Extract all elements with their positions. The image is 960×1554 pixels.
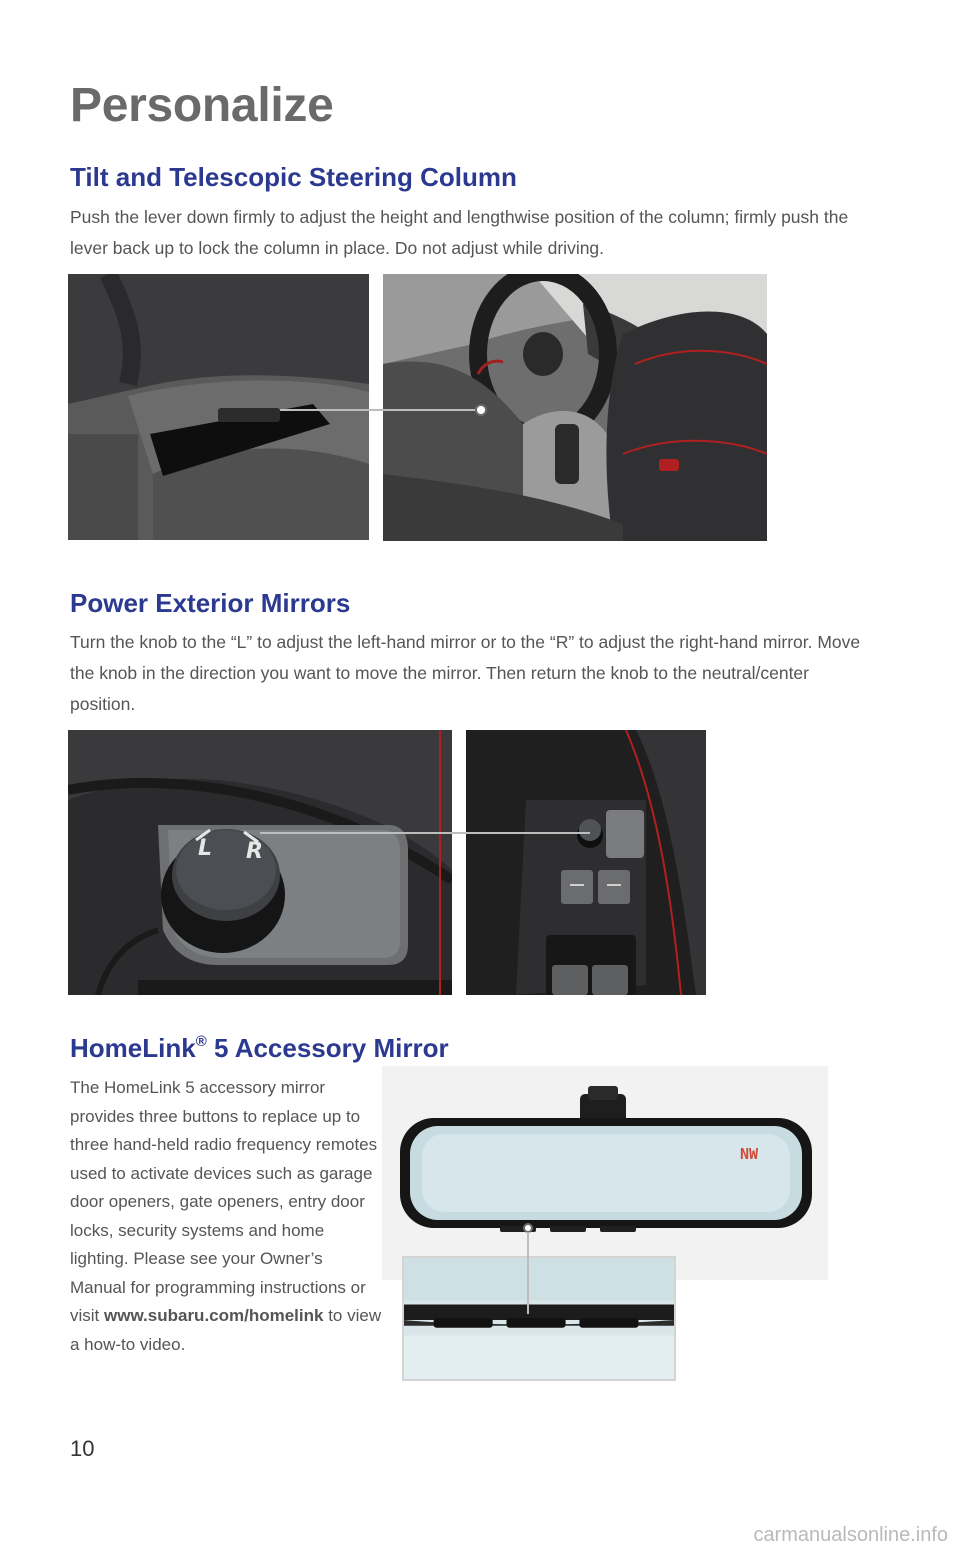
homelink-description — [70, 1074, 382, 1359]
homelink-description-end: to view a how-to video. — [70, 1306, 382, 1354]
registered-mark: ® — [195, 1033, 207, 1050]
mirror-compass-display: NW — [740, 1145, 759, 1163]
door-switch-panel-photo — [466, 730, 706, 995]
homelink-buttons-closeup-photo — [402, 1256, 676, 1381]
homelink-url-link[interactable]: www.subaru.com/homelink — [104, 1306, 324, 1325]
page-number: 10 — [70, 1436, 95, 1461]
homelink-description-text: The HomeLink 5 accessory mirror provides three buttons to replace up to three hand-held radio frequency remotes used to activate devices such as garage door openers, gate openers, entry door locks, security systems and home lighting. Please see your Owner’s Manual for programming instructions or visit — [70, 1078, 378, 1325]
steering-lever-closeup-photo — [68, 274, 369, 540]
homelink-title-rest: 5 Accessory Mirror — [206, 1033, 449, 1063]
steering-description: Push the lever down firmly to adjust the height and lengthwise position of the column; firmly push the lever back up to lock the column in place. Do not adjust while driving. — [70, 207, 849, 258]
knob-label-r: R — [246, 839, 263, 864]
page-heading: Personalize — [70, 79, 334, 132]
section-title-homelink — [70, 1033, 449, 1064]
homelink-mirror-photo — [382, 1066, 828, 1280]
car-interior-steering-photo — [383, 274, 767, 541]
homelink-title-main: HomeLink — [70, 1033, 196, 1063]
mirror-knob-closeup-photo — [68, 730, 452, 995]
section-title-steering: Tilt and Telescopic Steering Column — [70, 162, 517, 192]
section-title-mirrors: Power Exterior Mirrors — [70, 588, 351, 618]
knob-label-l: L — [198, 836, 213, 861]
mirrors-description: Turn the knob to the “L” to adjust the left-hand mirror or to the “R” to adjust the right-hand mirror. Move the knob in the direction you want to move the mirror. Then return the knob to the neutral/center position. — [70, 632, 861, 714]
watermark-text: carmanualsonline.info — [753, 1524, 948, 1546]
